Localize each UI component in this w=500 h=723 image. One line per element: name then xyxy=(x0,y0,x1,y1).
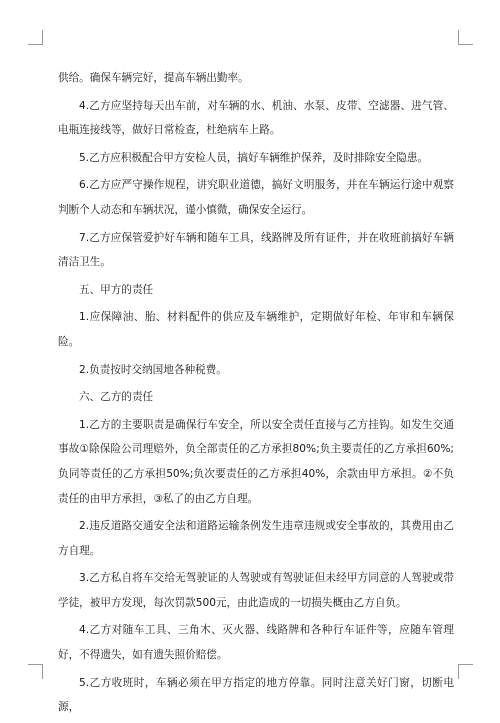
paragraph: 3.乙方私自将车交给无驾驶证的人驾驶或有驾驶证但未经甲方同意的人驾驶或带学徒，被甲方发现，每次罚款500元，由此造成的一切损失概由乙方自负。 xyxy=(58,572,454,609)
crop-mark-top-left xyxy=(28,30,43,45)
paragraph: 4.乙方对随车工具、三角木、灭火器、线路牌和各种行车证件等，应随车管理好，不得遗失，如有遗失照价赔偿。 xyxy=(58,624,454,662)
paragraph: 2.违反道路交通安全法和道路运输条例发生违章违规或安全事故的，其费用由乙方自理。 xyxy=(58,520,454,557)
paragraph: 6.乙方应严守操作规程，讲究职业道德，搞好文明服务，并在车辆运行途中观察判断个人动态和车辆状况，谨小慎微，确保安全运行。 xyxy=(58,179,454,216)
section-heading: 五、甲方的责任 xyxy=(79,283,154,296)
crop-mark-bottom-left xyxy=(28,664,43,679)
paragraph: 7.乙方应保管爱护好车辆和随车工具，线路牌及所有证件，并在收班前搞好车辆清洁卫生。 xyxy=(58,231,454,269)
paragraph: 1.应保障油、胎、材料配件的供应及车辆维护，定期做好年检、年审和车辆保险。 xyxy=(58,311,454,348)
document-body xyxy=(58,66,454,723)
paragraph: 1.乙方的主要职责是确保行车安全，所以安全责任直接与乙方挂钩。如发生交通事故①除保险公司理赔外，负全部责任的乙方承担80%;负主要责任的乙方承担60%;负同等责任的乙方承担50%;负次要责任的乙方承担40%，余款由甲方承担。②不负责任的由甲方承担，③私了的由乙方自理。 xyxy=(58,418,454,505)
crop-mark-bottom-right xyxy=(458,664,473,679)
section-heading: 六、乙方的责任 xyxy=(79,391,154,404)
paragraph: 供给。确保车辆完好，提高车辆出勤率。 xyxy=(58,72,249,84)
paragraph: 4.乙方应坚持每天出车前，对车辆的水、机油、水泵、皮带、空滤器、进气管、电瓶连接线等，做好日常检查，杜绝病车上路。 xyxy=(58,99,454,137)
paragraph: 5.乙方收班时，车辆必须在甲方指定的地方停靠。同时注意关好门窗，切断电源， xyxy=(58,676,454,714)
paragraph: 5.乙方应积极配合甲方安检人员，搞好车辆维护保养，及时排除安全隐患。 xyxy=(79,151,429,164)
paragraph: 2.负责按时交纳国地各种税费。 xyxy=(79,363,227,376)
crop-mark-top-right xyxy=(458,30,473,45)
